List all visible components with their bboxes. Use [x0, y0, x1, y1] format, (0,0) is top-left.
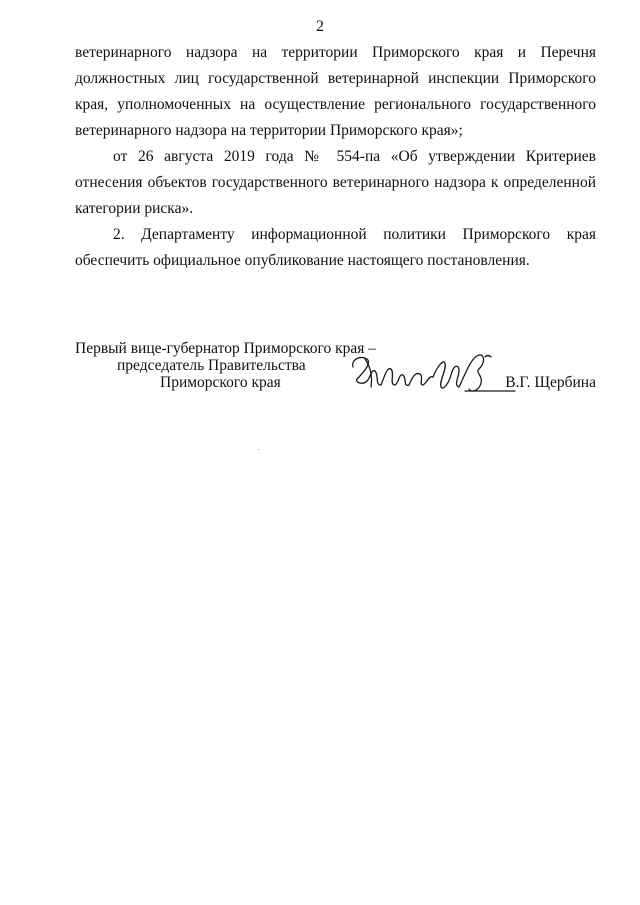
- paragraph-publication-order: 2. Департаменту информационной политики Приморского края обеспечить официальное опубликование настоящего постановления.: [75, 226, 596, 269]
- page-number: 2: [316, 18, 324, 35]
- signatory-title-line-2: председатель Правительства: [117, 357, 306, 374]
- paragraph-resolution-554: от 26 августа 2019 года № 554-па «Об утверждении Критериев отнесения объектов государственного ветеринарного надзора к определенной категории риска».: [75, 148, 596, 217]
- signatory-name: В.Г. Щербина: [505, 374, 596, 391]
- handwritten-signature: [347, 345, 517, 400]
- paragraph-continuation: ветеринарного надзора на территории Приморского края и Перечня должностных лиц государственной ветеринарной инспекции Приморского края, уполномоченных на осуществление регионального государственного ветеринарного надзора на территории Приморского края»;: [75, 44, 596, 139]
- signature-block: [75, 340, 596, 400]
- signatory-title-line-3: Приморского края: [160, 374, 281, 391]
- document-body: [75, 40, 596, 274]
- signatory-title-line-1: Первый вице-губернатор Приморского края –: [75, 340, 377, 357]
- scan-artifact-dot: [258, 449, 259, 450]
